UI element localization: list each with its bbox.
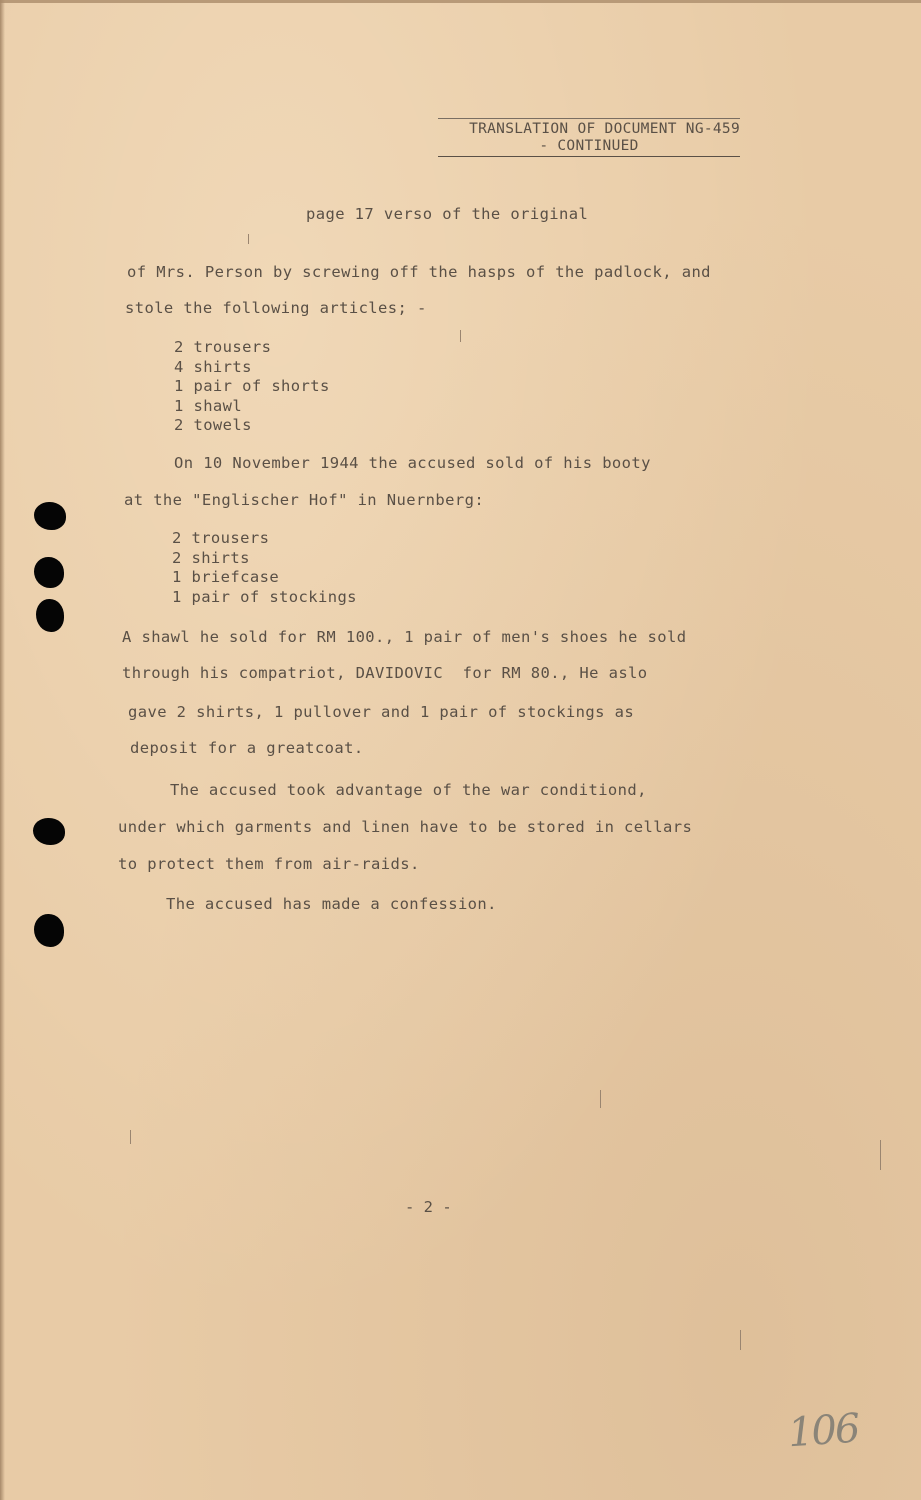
paper-speck (130, 1130, 131, 1144)
document-subtitle: - CONTINUED (438, 138, 740, 157)
paragraph-3-line-1: A shawl he sold for RM 100., 1 pair of men's shoes he sold (122, 628, 687, 646)
page-reference: page 17 verso of the original (306, 205, 589, 223)
list-item: 1 pair of shorts (174, 377, 330, 395)
paper-speck (880, 1140, 881, 1170)
paragraph-4-line-2: under which garments and linen have to be stored in cellars (118, 818, 693, 836)
paper-speck (248, 234, 249, 244)
paragraph-4-line-3: to protect them from air-raids. (118, 855, 420, 873)
paragraph-3-line-4: deposit for a greatcoat. (130, 739, 364, 757)
paragraph-2-line-2: at the "Englischer Hof" in Nuernberg: (124, 491, 485, 509)
page-top-edge (0, 0, 921, 3)
paragraph-4-line-1: The accused took advantage of the war conditiond, (170, 781, 647, 799)
paragraph-5: The accused has made a confession. (166, 895, 497, 913)
document-title: TRANSLATION OF DOCUMENT NG-459 (438, 118, 740, 137)
document-header (438, 118, 740, 157)
stolen-articles-list (174, 338, 330, 436)
paragraph-1-line-1: of Mrs. Person by screwing off the hasps of the padlock, and (127, 263, 711, 281)
list-item: 2 towels (174, 416, 252, 434)
list-item: 1 pair of stockings (172, 587, 357, 606)
paragraph-2-line-1: On 10 November 1944 the accused sold of his booty (174, 454, 651, 472)
list-item: 2 trousers (174, 338, 272, 356)
list-item: 2 shirts (172, 548, 250, 567)
list-item: 1 shawl (174, 396, 243, 415)
paragraph-1-line-2: stole the following articles; - (125, 299, 427, 317)
punch-hole (33, 818, 65, 845)
paper-speck (600, 1090, 601, 1108)
page-number: - 2 - (405, 1198, 452, 1216)
paper-speck (740, 1330, 741, 1350)
paper-speck (460, 330, 461, 342)
sold-articles-list (172, 529, 357, 607)
page-left-edge (0, 0, 5, 1500)
punch-hole (34, 502, 66, 530)
punch-hole (34, 557, 64, 588)
list-item: 1 briefcase (172, 568, 280, 586)
paragraph-3-line-2: through his compatriot, DAVIDOVIC for RM 80., He aslo (122, 664, 648, 682)
list-item: 2 trousers (172, 529, 270, 547)
list-item: 4 shirts (174, 357, 252, 376)
handwritten-page-number: 106 (786, 1405, 860, 1457)
punch-hole (34, 914, 64, 947)
punch-hole (36, 599, 64, 632)
paragraph-3-line-3: gave 2 shirts, 1 pullover and 1 pair of stockings as (128, 703, 635, 721)
